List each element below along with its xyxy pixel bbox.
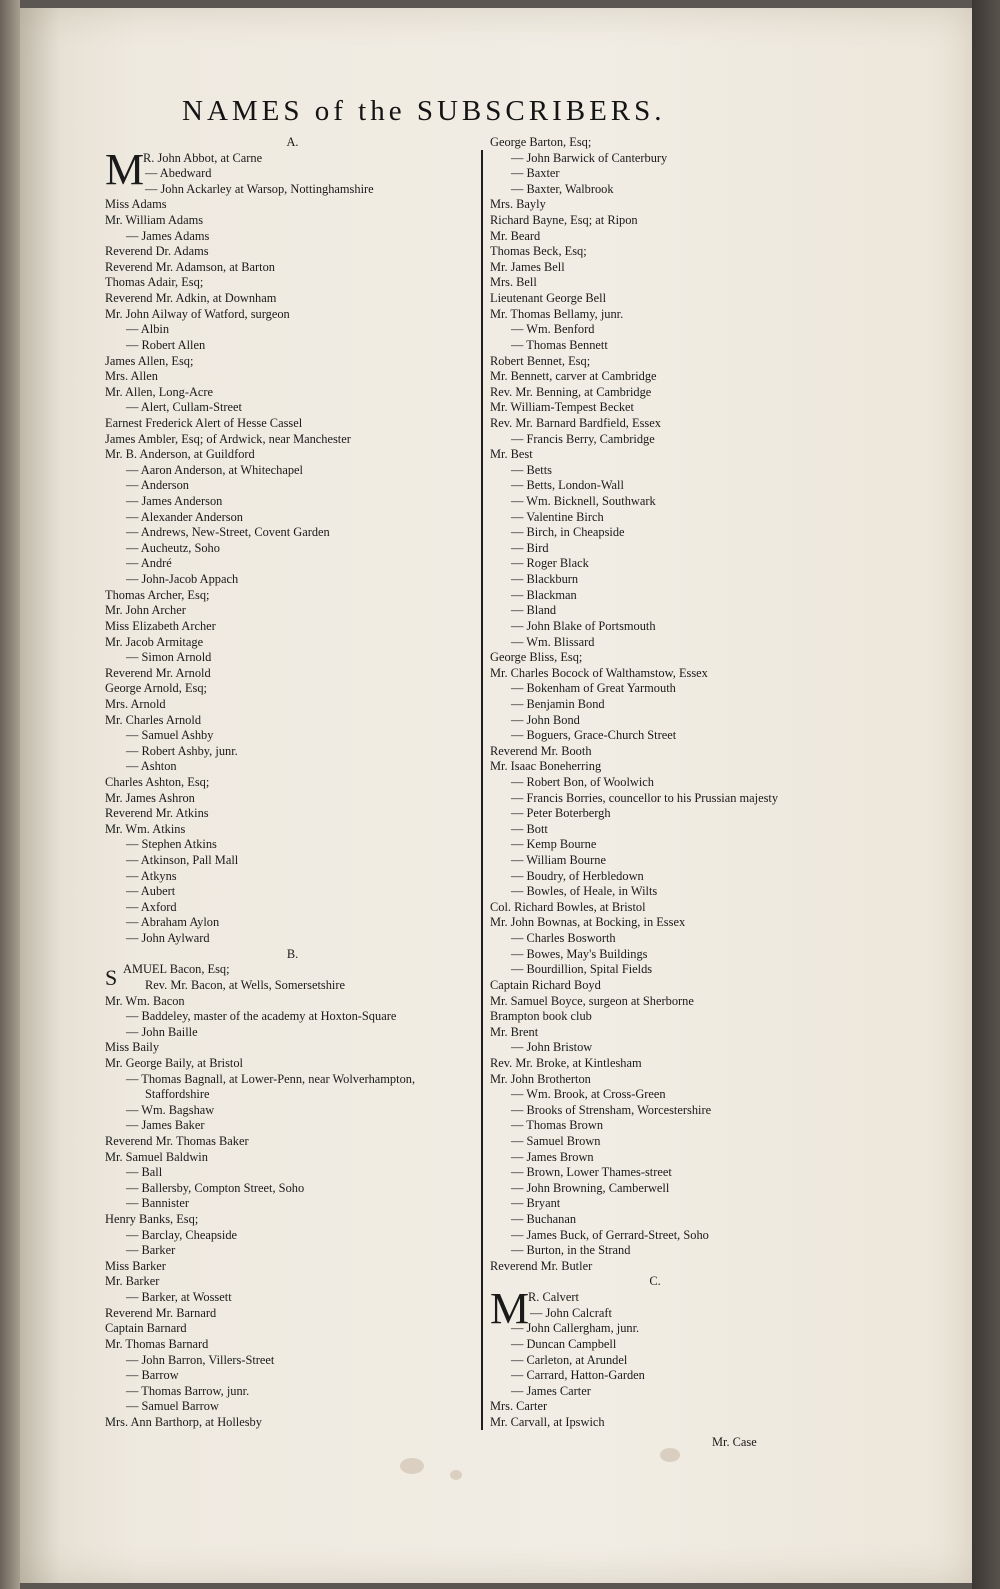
subscriber-entry: — Burton, in the Strand <box>511 1243 631 1258</box>
subscriber-entry: Mr. Best <box>490 447 533 462</box>
subscriber-entry: — William Bourne <box>511 853 606 868</box>
subscriber-entry: Mrs. Allen <box>105 369 159 384</box>
subscriber-entry: — James Brown <box>511 1149 594 1164</box>
subscriber-entry: — Betts, London-Wall <box>511 478 624 493</box>
subscriber-entry: Mr. Samuel Boyce, surgeon at Sherborne <box>490 993 694 1008</box>
subscriber-entry: Mr. Jacob Armitage <box>105 634 204 649</box>
subscriber-entry: — Albin <box>126 322 170 337</box>
section-letter: A. <box>286 135 299 149</box>
subscriber-entry: — James Anderson <box>126 494 223 509</box>
subscriber-entry: — Buchanan <box>511 1212 577 1227</box>
subscriber-entry: — Carrard, Hatton-Garden <box>511 1368 645 1383</box>
subscriber-entry: — Bird <box>511 540 549 555</box>
subscriber-entry: Reverend Mr. Arnold <box>105 665 211 680</box>
subscriber-entry: Col. Richard Bowles, at Bristol <box>490 899 646 914</box>
subscriber-entry: Mr. John Archer <box>105 603 186 618</box>
subscriber-entry: Reverend Mr. Atkins <box>105 806 209 821</box>
subscriber-entry: — Blackburn <box>511 572 579 587</box>
drop-initial: M <box>490 1284 530 1334</box>
subscriber-entry: — Alexander Anderson <box>126 509 243 524</box>
subscriber-entry: Mr. John Ailway of Watford, surgeon <box>105 306 290 321</box>
subscriber-entry: — Birch, in Cheapside <box>511 525 625 540</box>
subscriber-entry: Reverend Mr. Thomas Baker <box>105 1134 249 1148</box>
subscriber-entry: Miss Elizabeth Archer <box>105 618 216 633</box>
subscriber-entry: Captain Richard Boyd <box>490 977 601 992</box>
subscriber-entry: Mr. Carvall, at Ipswich <box>490 1414 605 1429</box>
subscriber-entry: — Brown, Lower Thames-street <box>511 1165 672 1180</box>
subscriber-entry: Mr. B. Anderson, at Guildford <box>105 447 255 462</box>
subscriber-entry: — Boudry, of Herbledown <box>511 868 644 883</box>
subscriber-entry: — Aucheutz, Soho <box>126 540 220 555</box>
subscriber-entry: Brampton book club <box>490 1009 592 1024</box>
subscriber-entry: Richard Bayne, Esq; at Ripon <box>490 213 638 228</box>
catchword: Mr. Case <box>712 1435 757 1449</box>
subscriber-entry: — Samuel Brown <box>511 1134 601 1148</box>
subscriber-entry: Mrs. Ann Barthorp, at Hollesby <box>105 1414 262 1429</box>
subscriber-entry: Reverend Mr. Adkin, at Downham <box>105 291 277 306</box>
subscriber-entry: — Barker <box>126 1243 176 1258</box>
subscriber-entry: — Anderson <box>126 478 189 493</box>
subscriber-entry: Miss Adams <box>105 197 167 212</box>
subscriber-entry: — Bland <box>511 603 557 618</box>
subscriber-entry: George Barton, Esq; <box>490 135 592 149</box>
subscriber-entry: Thomas Archer, Esq; <box>105 587 210 602</box>
subscriber-entry: — Abraham Aylon <box>126 915 220 930</box>
subscriber-entry: Rev. Mr. Barnard Bardfield, Essex <box>490 415 661 430</box>
subscriber-entry: — Aaron Anderson, at Whitechapel <box>126 462 303 477</box>
subscriber-entry: — Robert Ashby, junr. <box>126 743 238 758</box>
subscriber-entry: — James Baker <box>126 1118 205 1133</box>
section-letter: B. <box>286 946 299 961</box>
right-subscriber-column <box>490 135 820 1431</box>
subscriber-entry: Mr. Allen, Long-Acre <box>105 384 214 399</box>
subscriber-entry: Thomas Adair, Esq; <box>105 275 204 290</box>
subscriber-entry: Reverend Mr. Adamson, at Barton <box>105 259 275 274</box>
subscriber-entry: — Baxter, Walbrook <box>511 181 614 196</box>
subscriber-entry: — Betts <box>511 462 552 477</box>
subscriber-entry: George Arnold, Esq; <box>105 681 207 696</box>
subscriber-entry: — Carleton, at Arundel <box>511 1352 628 1367</box>
subscriber-entry: Reverend Dr. Adams <box>105 244 209 259</box>
subscriber-entry: — Bokenham of Great Yarmouth <box>511 681 676 696</box>
subscriber-entry: Mr. Wm. Bacon <box>105 993 185 1008</box>
subscriber-entry: Mr. James Ashron <box>105 790 195 805</box>
subscriber-entry: — Robert Bon, of Woolwich <box>511 774 654 789</box>
subscriber-entry: — Baddeley, master of the academy at Hoxton-Square <box>126 1009 397 1024</box>
subscriber-entry: Mr. George Baily, at Bristol <box>105 1055 244 1070</box>
subscriber-entry: — Andrews, New-Street, Covent Garden <box>126 525 330 540</box>
subscriber-entry: — John Ackarley at Warsop, Nottinghamshire <box>145 181 374 196</box>
subscriber-entry: — Brooks of Strensham, Worcestershire <box>511 1102 712 1117</box>
subscriber-entry: Mr. Beard <box>490 228 541 243</box>
subscriber-entry: — Charles Bosworth <box>511 931 616 946</box>
subscriber-entry: — Barclay, Cheapside <box>126 1227 238 1242</box>
subscriber-entry: Rev. Mr. Benning, at Cambridge <box>490 384 652 399</box>
subscriber-entry: — John Baille <box>126 1024 198 1039</box>
subscriber-entry: — Benjamin Bond <box>511 696 605 711</box>
subscriber-entry: Mr. Isaac Boneherring <box>490 759 602 774</box>
section-letter: C. <box>649 1274 661 1289</box>
subscriber-entry: — Robert Allen <box>126 337 206 352</box>
subscriber-entry: — André <box>126 556 172 571</box>
subscriber-entry: Mr. Wm. Atkins <box>105 821 186 836</box>
subscriber-entry: — Thomas Bagnall, at Lower-Penn, near Wolverhampton, <box>126 1071 416 1086</box>
subscriber-entry: Mr. Thomas Barnard <box>105 1336 209 1351</box>
left-subscriber-column <box>105 135 480 1431</box>
subscriber-entry: Reverend Mr. Butler <box>490 1258 593 1273</box>
subscriber-entry: — Francis Borries, councellor to his Prussian majesty <box>511 790 779 805</box>
subscriber-entry: — Abedward <box>145 166 212 181</box>
subscriber-entry: — Bannister <box>126 1196 189 1211</box>
subscriber-entry: James Ambler, Esq; of Ardwick, near Manchester <box>105 431 351 446</box>
subscriber-entry: Miss Baily <box>105 1040 160 1055</box>
subscriber-entry: — Samuel Ashby <box>126 728 214 743</box>
subscriber-entry: Mrs. Arnold <box>105 696 166 711</box>
subscriber-entry: — John Barwick of Canterbury <box>511 150 668 165</box>
subscriber-entry: — Thomas Brown <box>511 1118 604 1133</box>
subscriber-entry: Reverend Mr. Booth <box>490 743 592 758</box>
subscriber-entry: — James Carter <box>511 1383 591 1398</box>
subscriber-entry: — Wm. Benford <box>511 322 595 337</box>
foxing-stain <box>660 1448 680 1462</box>
subscriber-entry: Mr. John Brotherton <box>490 1071 591 1086</box>
subscriber-entry: — Roger Black <box>511 556 589 571</box>
drop-initial: S <box>105 965 118 991</box>
subscriber-entry: Rev. Mr. Bacon, at Wells, Somersetshire <box>145 977 345 992</box>
subscriber-entry: Charles Ashton, Esq; <box>105 774 210 789</box>
subscriber-entry: — Stephen Atkins <box>126 837 217 852</box>
subscriber-entry: — Blackman <box>511 587 577 602</box>
subscriber-entry: — Bryant <box>511 1196 561 1211</box>
subscriber-entry: — John Aylward <box>126 931 210 946</box>
subscriber-entry: R. John Abbot, at Carne <box>143 150 263 165</box>
subscriber-entry: — John Callergham, junr. <box>511 1321 640 1336</box>
subscriber-entry: — Wm. Brook, at Cross-Green <box>511 1087 666 1102</box>
subscriber-entry: — Bourdillion, Spital Fields <box>511 962 653 977</box>
subscriber-entry: — Ballersby, Compton Street, Soho <box>126 1180 305 1195</box>
subscriber-entry: Henry Banks, Esq; <box>105 1212 199 1227</box>
foxing-stain <box>450 1470 462 1480</box>
subscriber-entry: George Bliss, Esq; <box>490 650 583 665</box>
book-right-edge <box>972 0 1000 1589</box>
subscriber-entry: Miss Barker <box>105 1258 166 1273</box>
subscriber-entry: — Aubert <box>126 884 176 899</box>
subscriber-entry: Mr. Samuel Baldwin <box>105 1149 208 1164</box>
subscriber-entry: — Wm. Bicknell, Southwark <box>511 494 656 509</box>
subscriber-entry: — Valentine Birch <box>511 509 604 524</box>
subscriber-entry: — John-Jacob Appach <box>126 572 239 587</box>
subscriber-entry: Mr. William-Tempest Becket <box>490 400 634 415</box>
subscriber-entry: — Wm. Blissard <box>511 634 595 649</box>
subscriber-entry: Mrs. Bell <box>490 275 537 290</box>
subscriber-entry: — Barker, at Wossett <box>126 1290 232 1305</box>
subscriber-entry: — Ashton <box>126 759 177 774</box>
subscriber-entry: Rev. Mr. Broke, at Kintlesham <box>490 1055 642 1070</box>
subscriber-entry: Captain Barnard <box>105 1321 187 1336</box>
subscriber-entry: Reverend Mr. Barnard <box>105 1305 217 1320</box>
column-rule <box>481 150 483 1430</box>
subscriber-entry: — Simon Arnold <box>126 650 212 665</box>
subscriber-entry: — Thomas Barrow, junr. <box>126 1383 250 1398</box>
subscriber-entry: Mr. Barker <box>105 1274 160 1289</box>
subscriber-entry: Lieutenant George Bell <box>490 291 607 306</box>
subscriber-entry: Mr. Charles Bocock of Walthamstow, Essex <box>490 665 708 680</box>
subscriber-entry: Mrs. Bayly <box>490 197 546 212</box>
subscriber-entry: — John Bristow <box>511 1040 593 1055</box>
subscriber-entry: — Francis Berry, Cambridge <box>511 431 655 446</box>
page-title: NAMES of the SUBSCRIBERS. <box>182 95 666 127</box>
subscriber-entry: — Boguers, Grace-Church Street <box>511 728 677 743</box>
subscriber-entry: — John Barron, Villers-Street <box>126 1352 275 1367</box>
subscriber-entry: Mr. Charles Arnold <box>105 712 202 727</box>
subscriber-entry: — Axford <box>126 899 177 914</box>
subscriber-entry: — Samuel Barrow <box>126 1399 219 1414</box>
subscriber-entry: Mrs. Carter <box>490 1399 548 1414</box>
subscriber-entry: — Alert, Cullam-Street <box>126 400 242 415</box>
subscriber-entry: Mr. Thomas Bellamy, junr. <box>490 306 624 321</box>
subscriber-entry: James Allen, Esq; <box>105 353 194 368</box>
subscriber-entry: Mr. Brent <box>490 1024 539 1039</box>
subscriber-entry: — Thomas Bennett <box>511 337 608 352</box>
subscriber-entry: — Peter Boterbergh <box>511 806 611 821</box>
subscriber-entry: AMUEL Bacon, Esq; <box>123 962 230 977</box>
subscriber-entry: — Bowles, of Heale, in Wilts <box>511 884 658 899</box>
book-spine-edge <box>0 0 20 1589</box>
subscriber-entry: — Atkyns <box>126 868 177 883</box>
subscriber-entry: Mr. James Bell <box>490 259 565 274</box>
subscriber-entry: — Barrow <box>126 1368 179 1383</box>
drop-initial: M <box>105 144 145 194</box>
subscriber-entry: Mr. John Bownas, at Bocking, in Essex <box>490 915 686 930</box>
subscriber-entry: — John Bond <box>511 712 580 727</box>
subscriber-entry: Mr. William Adams <box>105 213 204 228</box>
subscriber-entry: — Atkinson, Pall Mall <box>126 853 239 868</box>
subscriber-entry: — John Blake of Portsmouth <box>511 618 656 633</box>
subscriber-entry: — Baxter <box>511 166 560 181</box>
subscriber-entry: — Bowes, May's Buildings <box>511 946 648 961</box>
subscriber-entry: R. Calvert <box>528 1290 579 1305</box>
subscriber-entry: Thomas Beck, Esq; <box>490 244 587 259</box>
foxing-stain <box>400 1458 424 1474</box>
subscriber-entry: Robert Bennet, Esq; <box>490 353 591 368</box>
subscriber-entry: — James Buck, of Gerrard-Street, Soho <box>511 1227 709 1242</box>
subscriber-entry: — John Browning, Camberwell <box>511 1180 670 1195</box>
subscriber-entry: — Wm. Bagshaw <box>126 1102 215 1117</box>
subscriber-entry: — Ball <box>126 1165 163 1180</box>
subscriber-entry: Mr. Bennett, carver at Cambridge <box>490 369 657 384</box>
subscriber-entry: — James Adams <box>126 228 210 243</box>
subscriber-entry: Staffordshire <box>145 1087 210 1102</box>
subscriber-entry: — Bott <box>511 821 548 836</box>
subscriber-entry: — Kemp Bourne <box>511 837 597 852</box>
subscriber-entry: Earnest Frederick Alert of Hesse Cassel <box>105 415 303 430</box>
subscriber-entry: — John Calcraft <box>530 1305 612 1320</box>
subscriber-entry: — Duncan Campbell <box>511 1336 617 1351</box>
